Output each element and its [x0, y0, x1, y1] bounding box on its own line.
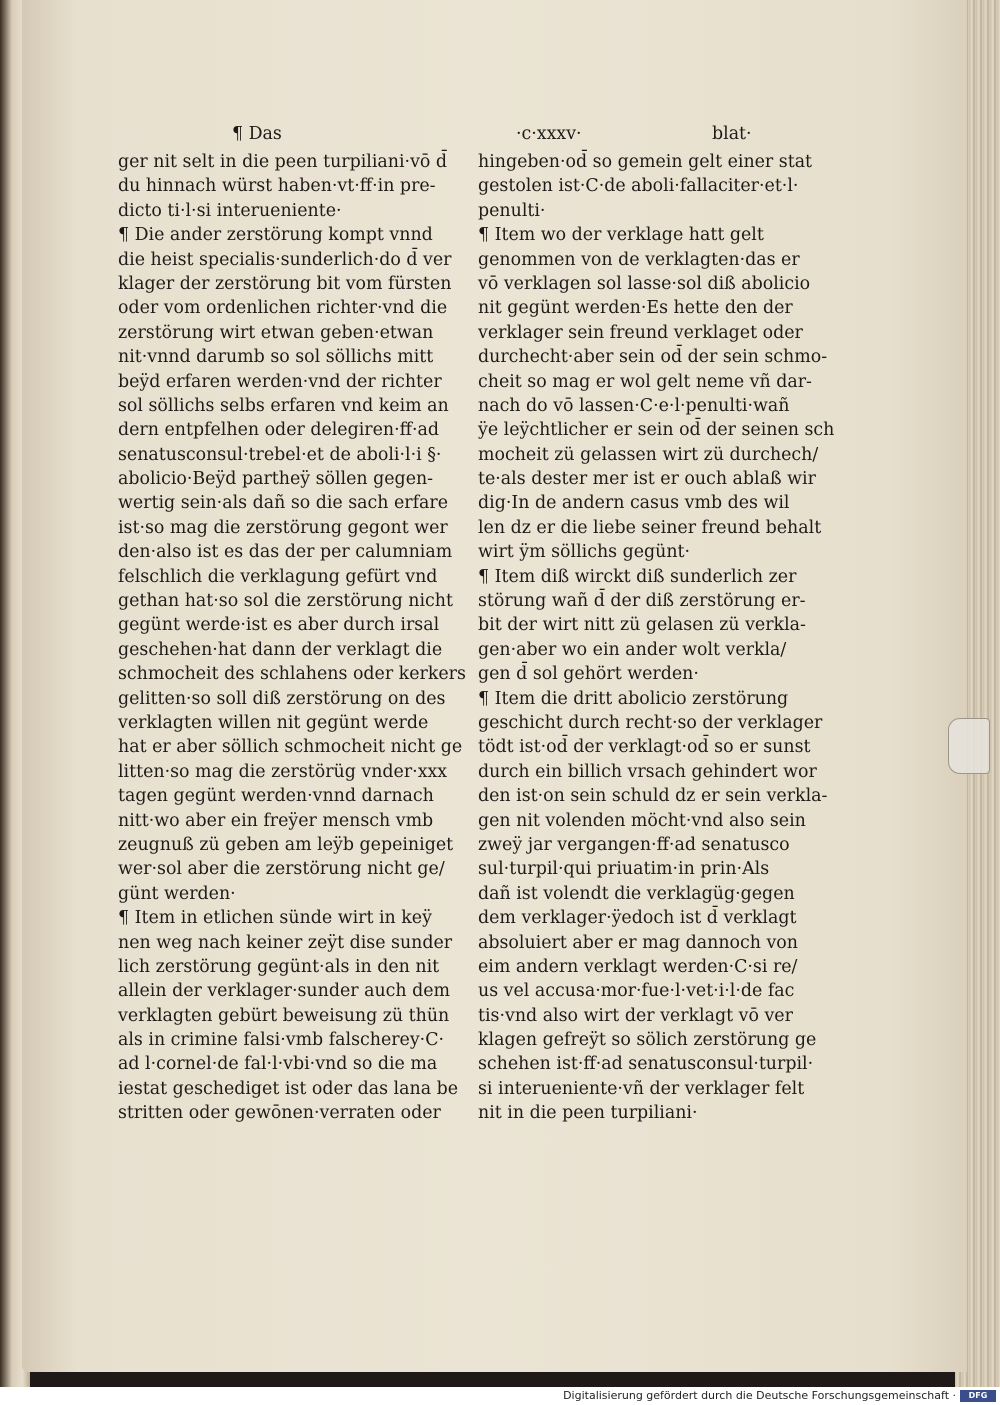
text-line: schmocheit des schlahens oder kerkers	[118, 664, 466, 685]
text-line: hat er aber söllich schmocheit nicht ge	[118, 737, 463, 758]
text-line: eim andern verklagt werden·C·si re/	[478, 956, 798, 977]
text-line: als in crimine falsi·vmb falscherey·C·	[118, 1030, 445, 1051]
text-line: zerstörung wirt etwan geben·etwan	[118, 322, 434, 343]
text-line: zweÿ jar vergangen·ff·ad senatusco	[478, 834, 790, 855]
text-line: ¶ Item diß wirckt diß sunderlich zer	[478, 566, 797, 587]
text-line: genommen von de verklagten·das er	[478, 249, 800, 270]
text-line: mocheit zü gelassen wirt zü durchech/	[478, 444, 819, 465]
text-line: gelitten·so soll diß zerstörung on des	[118, 688, 446, 709]
text-line: nit gegünt werden·Es hette den der	[478, 298, 793, 319]
text-line: us vel accusa·mor·fue·l·vet·i·l·de fac	[478, 981, 795, 1002]
text-line: lich zerstörung gegünt·als in den nit	[118, 956, 440, 977]
text-line: klager der zerstörung bit vom fürsten	[118, 273, 452, 294]
left-text-column	[118, 150, 466, 1126]
text-line: cheit so mag er wol gelt neme vñ dar-	[478, 371, 812, 392]
text-line: dern entpfelhen oder delegiren·ff·ad	[118, 420, 440, 441]
folio-number: ·c·xxxv·	[516, 124, 582, 144]
text-line: ger nit selt in die peen turpiliani·vō d̄	[118, 152, 448, 172]
text-line: hingeben·od̄ so gemein gelt einer stat	[478, 152, 813, 172]
dfg-logo: DFG	[960, 1390, 996, 1402]
text-line: felschlich die verklagung gefürt vnd	[118, 566, 438, 587]
text-line: litten·so mag die zerstörüg vnder·xxx	[118, 761, 448, 782]
text-line: te·als dester mer ist er ouch ablaß wir	[478, 469, 816, 490]
text-line: tis·vnd also wirt der verklagt vō ver	[478, 1005, 793, 1026]
text-line: ad l·cornel·de fal·l·vbi·vnd so die ma	[118, 1054, 438, 1075]
text-line: gen·aber wo ein ander wolt verkla/	[478, 639, 787, 660]
text-line: dicto ti·l·si interueniente·	[118, 200, 342, 221]
text-line: die heist specialis·sunderlich·do d̄ ver	[118, 249, 452, 270]
catchword: ¶ Das	[232, 124, 282, 144]
text-line: den·also ist es das der per calumniam	[118, 542, 453, 563]
text-line: dig·In de andern casus vmb des wil	[478, 493, 790, 514]
text-line: gegünt werde·ist es aber durch irsal	[118, 615, 440, 636]
text-line: zeugnuß zü geben am leÿb gepeiniget	[118, 834, 454, 855]
text-line: nen weg nach keiner zeÿt dise sunder	[118, 932, 453, 953]
text-line: ¶ Item in etlichen sünde wirt in keÿ	[118, 908, 432, 929]
text-line: ¶ Item wo der verklage hatt gelt	[478, 225, 764, 246]
text-line: dañ ist volendt die verklagüg·gegen	[478, 883, 795, 904]
text-line: ¶ Die ander zerstörung kompt vnnd	[118, 225, 433, 246]
text-line: dem verklager·ÿedoch ist d̄ verklagt	[478, 908, 797, 929]
text-line: bit der wirt nitt zü gelasen zü verkla-	[478, 615, 806, 636]
text-line: vō verklagen sol lasse·sol diß abolicio	[478, 273, 811, 294]
right-text-column	[478, 150, 835, 1126]
text-line: sul·turpil·qui priuatim·in prin·Als	[478, 859, 770, 880]
text-line: ist·so mag die zerstörung gegont wer	[118, 517, 448, 538]
text-line: wer·sol aber die zerstörung nicht ge/	[118, 859, 445, 880]
text-line: abolicio·Beÿd partheÿ söllen gegen-	[118, 469, 434, 490]
text-line: len dz er die liebe seiner freund behalt	[478, 517, 822, 538]
text-line: geschicht durch recht·so der verklager	[478, 712, 823, 733]
text-line: durch ein billich vrsach gehindert wor	[478, 761, 817, 782]
text-line: stritten oder gewōnen·verraten oder	[118, 1103, 441, 1124]
text-line: nit·vnnd darumb so sol söllichs mitt	[118, 347, 434, 368]
text-line: allein der verklager·sunder auch dem	[118, 981, 451, 1002]
text-line: gen d̄ sol gehört werden·	[478, 664, 699, 685]
text-line: den ist·on sein schuld dz er sein verkla-	[478, 786, 828, 807]
footer-bar	[0, 1387, 1000, 1405]
funding-credit: Digitalisierung gefördert durch die Deutsche Forschungsgemeinschaft ·	[563, 1389, 956, 1402]
text-line: penulti·	[478, 200, 546, 221]
text-line: du hinnach würst haben·vt·ff·in pre-	[118, 176, 436, 197]
text-line: sol söllichs selbs erfaren vnd keim an	[118, 395, 449, 416]
bookmark-clip	[948, 718, 990, 774]
text-line: absoluiert aber er mag dannoch von	[478, 932, 798, 953]
text-line: tödt ist·od̄ der verklagt·od̄ so er sunst	[478, 737, 811, 758]
text-line: gestolen ist·C·de aboli·fallaciter·et·l·	[478, 176, 799, 197]
folio-label: blat·	[712, 124, 752, 144]
text-line: iestat geschediget ist oder das lana be	[118, 1078, 459, 1099]
text-line: beÿd erfaren werden·vnd der richter	[118, 371, 442, 392]
text-line: nitt·wo aber ein freÿer mensch vmb	[118, 810, 434, 831]
text-line: tagen gegünt werden·vnnd darnach	[118, 786, 434, 807]
text-line: ÿe leÿchtlicher er sein od̄ der seinen sch	[478, 420, 835, 441]
text-line: schehen ist·ff·ad senatusconsul·turpil·	[478, 1054, 814, 1075]
text-line: verklagten gebürt beweisung zü thün	[118, 1005, 450, 1026]
text-line: störung wañ d̄ der diß zerstörung er-	[478, 591, 806, 612]
text-line: nit in die peen turpiliani·	[478, 1103, 698, 1124]
text-line: oder vom ordenlichen richter·vnd die	[118, 298, 448, 319]
text-line: verklagten willen nit gegünt werde	[118, 712, 429, 733]
text-line: ¶ Item die dritt abolicio zerstörung	[478, 688, 789, 709]
text-line: geschehen·hat dann der verklagt die	[118, 639, 443, 660]
text-line: günt werden·	[118, 883, 236, 904]
text-line: senatusconsul·trebel·et de aboli·l·i §·	[118, 444, 442, 465]
text-line: gen nit volenden möcht·vnd also sein	[478, 810, 806, 831]
text-line: durchecht·aber sein od̄ der sein schmo-	[478, 347, 828, 368]
text-line: verklager sein freund verklaget oder	[478, 322, 803, 343]
text-line: gethan hat·so sol die zerstörung nicht	[118, 591, 453, 612]
text-line: si interueniente·vñ der verklager felt	[478, 1078, 805, 1099]
text-line: wertig sein·als dañ so die sach erfare	[118, 493, 449, 514]
text-line: wirt ÿm söllichs gegünt·	[478, 542, 691, 563]
text-line: klagen gefreÿt so sölich zerstörung ge	[478, 1030, 817, 1051]
text-line: nach do vō lassen·C·e·l·penulti·wañ	[478, 395, 790, 416]
